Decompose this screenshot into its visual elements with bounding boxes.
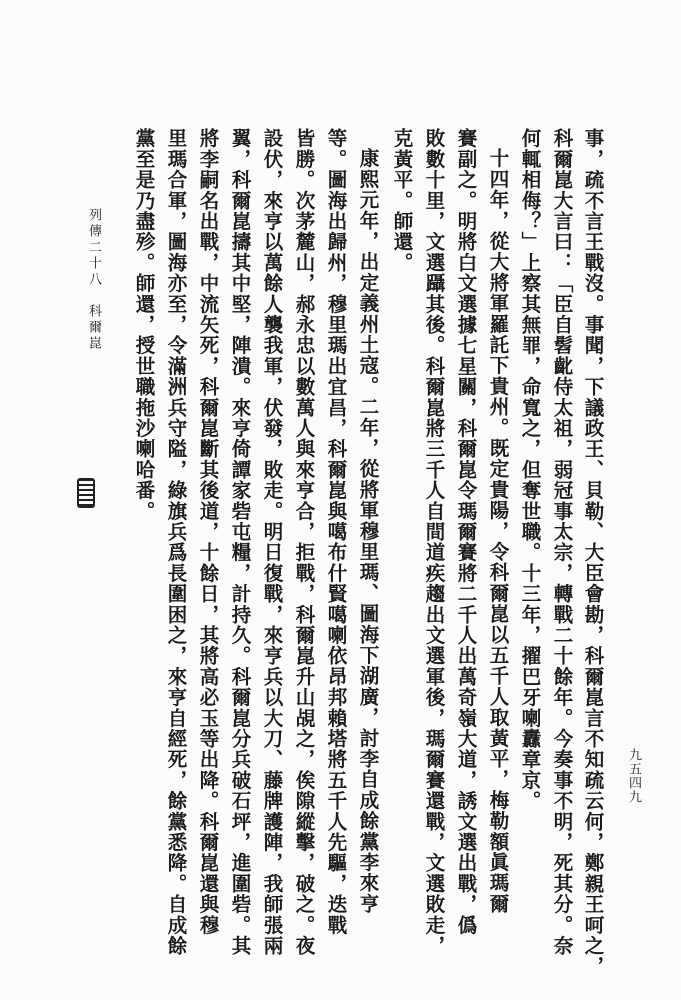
text-column-3: 何輒相侮？」上察其無罪，命寬之，但奪世職。十三年，擢巴牙喇纛章京。 xyxy=(518,128,542,812)
text-column-14: 里瑪合軍，圖海亦至，令滿洲兵守隘，綠旗兵爲長圍困之，來亨自經死，餘黨悉降。自成餘 xyxy=(164,128,188,956)
text-column-8: 康熙元年，出定義州土寇。二年，從將軍穆里瑪、圖海下湖廣，討李自成餘黨李來亨 xyxy=(356,148,380,914)
text-column-1: 事，疏不言王戰沒。事聞，下議政王、貝勒、大臣會勘，科爾崑言不知疏云何，鄭親王呵之， xyxy=(581,128,605,977)
text-column-7: 克黃平。師還。 xyxy=(390,128,414,273)
text-column-4: 十四年，從大將軍羅託下貴州。既定貴陽，令科爾崑以五千人取黃平，梅勒額眞瑪爾 xyxy=(486,148,510,914)
text-column-5: 賽副之。明將白文選據七星關，科爾崑令瑪爾賽將二千人出萬奇嶺大道，誘文選出戰，僞 xyxy=(454,128,478,936)
text-column-13: 將李嗣名出戰，中流矢死，科爾崑斷其後道，十餘日，其將高必玉等出降。科爾崑還與穆 xyxy=(196,128,220,936)
page-number: 九五四九 xyxy=(626,748,641,804)
text-column-10: 皆勝。次茅麓山，郝永忠以數萬人與來亨合，拒戰，科爾崑升山覘之，俟隙縱擊，破之。夜 xyxy=(292,128,316,956)
text-column-15: 黨至是乃盡殄。師還，授世職拖沙喇哈番。 xyxy=(132,128,156,522)
text-column-6: 敗數十里，文選躡其後。科爾崑將三千人自間道疾趨出文選軍後，瑪爾賽還戰，文選敗走， xyxy=(422,128,446,956)
text-column-11: 設伏，來亨以萬餘人襲我軍，伏發，敗走。明日復戰，來亨兵以大刀、藤牌護陣，我師張兩 xyxy=(260,128,284,956)
text-column-9: 等。圖海出歸州，穆里瑪出宜昌，科爾崑與噶布什賢噶喇依昂邦賴塔將五千人先驅，迭戰 xyxy=(324,128,348,936)
fold-mark-icon xyxy=(77,478,95,508)
text-column-2: 科爾崑大言曰：「臣自髫齔侍太祖，弱冠事太宗，轉戰二十餘年。今奏事不明，死其分。奈 xyxy=(550,128,574,956)
running-title: 列傳二十八 科爾崑 xyxy=(86,208,101,352)
text-column-12: 翼，科爾崑擣其中堅，陣潰。來亨倚譚家砦屯糧，計持久。科爾崑分兵破石坪，進圍砦。其 xyxy=(228,128,252,956)
